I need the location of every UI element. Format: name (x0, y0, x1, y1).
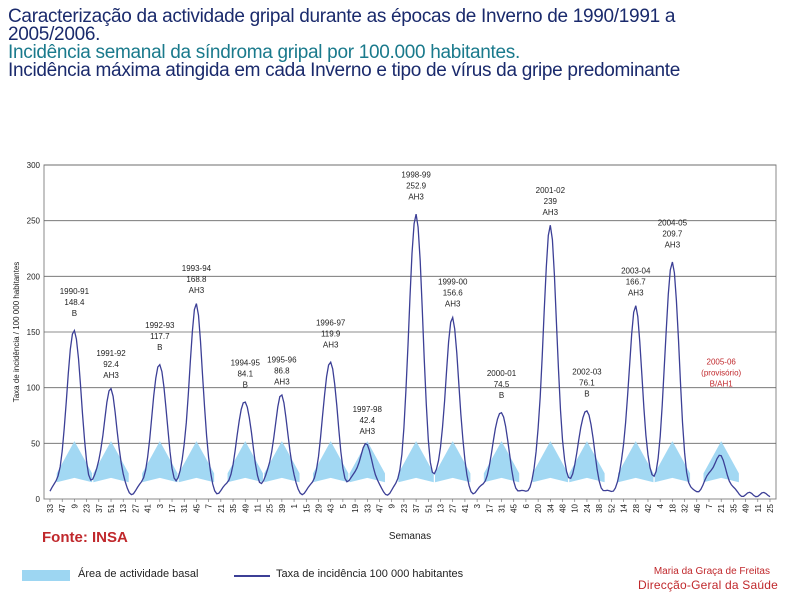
season-label: 1998-99 (401, 170, 431, 180)
season-label: 1993-94 (181, 264, 212, 274)
credit-author: Maria da Graça de Freitas (653, 566, 770, 577)
source-label: Fonte: INSA (42, 529, 128, 546)
season-virus: B (498, 391, 505, 401)
baseline-band (703, 441, 738, 482)
y-tick-label: 200 (26, 272, 40, 282)
x-tick-label: 18 (668, 504, 678, 513)
season-virus: AH3 (542, 207, 559, 217)
season-peak-value: 92.4 (103, 360, 119, 370)
x-tick-label: 48 (558, 504, 568, 513)
x-tick-label: 23 (399, 504, 409, 513)
season-label: 1999-00 (438, 277, 468, 287)
x-tick-label: 20 (534, 504, 544, 513)
y-tick-label: 150 (26, 328, 40, 337)
season-virus: AH3 (664, 240, 681, 250)
season-virus: AH3 (444, 299, 461, 309)
season-virus: B (584, 389, 590, 399)
season-label: 2002-03 (572, 367, 602, 377)
season-label: 2005-06 (706, 357, 736, 367)
x-tick-label: 27 (448, 504, 458, 513)
x-tick-label: 31 (497, 504, 507, 513)
x-tick-label: 41 (460, 504, 470, 513)
x-tick-label: 21 (717, 504, 727, 513)
x-tick-label: 41 (143, 504, 153, 513)
x-tick-label: 14 (619, 504, 629, 513)
season-peak-value: 209.7 (662, 229, 683, 239)
legend-item-line (234, 568, 463, 580)
x-tick-label: 3 (155, 504, 165, 509)
season-peak-value: 119.9 (320, 329, 341, 339)
x-tick-label: 34 (546, 504, 556, 513)
season-virus: B/AH1 (709, 379, 733, 389)
season-peak-value: 166.7 (625, 277, 646, 287)
x-tick-label: 7 (204, 504, 214, 509)
x-tick-label: 7 (704, 504, 714, 509)
x-tick-label: 27 (131, 504, 141, 513)
x-tick-label: 11 (753, 504, 763, 513)
season-virus: B (242, 380, 248, 390)
x-tick-label: 49 (241, 504, 251, 513)
x-axis-label: Semanas (388, 531, 432, 542)
season-label: 1990-91 (59, 286, 90, 296)
season-peak-value: 156.6 (442, 288, 463, 298)
title-block (8, 8, 788, 80)
x-tick-label: 47 (375, 504, 385, 513)
x-tick-label: 28 (631, 504, 641, 513)
x-tick-label: 5 (338, 504, 348, 509)
season-label: 2001-02 (535, 185, 566, 195)
x-tick-label: 49 (741, 504, 751, 513)
season-label: 1994-95 (230, 358, 260, 368)
x-tick-label: 6 (521, 504, 531, 509)
x-tick-label: 17 (485, 504, 495, 513)
season-label: 1992-93 (145, 320, 175, 330)
x-tick-label: 32 (680, 504, 690, 513)
season-peak-value: 84.1 (237, 369, 254, 379)
baseline-band (484, 441, 519, 482)
y-axis-label: Taxa de incidência / 100 000 habitantes (12, 261, 21, 403)
x-tick-label: 11 (253, 504, 263, 513)
x-tick-label: 10 (570, 504, 580, 513)
x-tick-label: 19 (351, 504, 361, 513)
x-tick-label: 51 (107, 504, 117, 513)
title-line-4: Incidência máxima atingida em cada Inverno e tipo de vírus da gripe predominante (8, 60, 681, 81)
y-tick-label: 50 (31, 439, 40, 449)
x-tick-label: 35 (229, 504, 239, 513)
x-tick-label: 21 (216, 504, 226, 513)
baseline-band (569, 441, 604, 482)
y-tick-label: 300 (26, 161, 40, 170)
season-peak-value: 148.4 (64, 297, 85, 307)
season-label: 1997-98 (352, 404, 382, 414)
season-label: 1995-96 (267, 355, 297, 365)
legend-item-area (22, 568, 198, 580)
x-tick-label: 4 (656, 504, 666, 509)
x-tick-label: 33 (363, 504, 373, 513)
x-tick-label: 37 (412, 504, 422, 513)
x-tick-label: 38 (595, 504, 605, 513)
season-virus: AH3 (103, 371, 119, 381)
incidence-chart (0, 150, 800, 550)
credit-org: Direcção-Geral da Saúde (637, 578, 778, 592)
x-tick-label: 31 (180, 504, 190, 513)
season-virus: B (157, 342, 163, 352)
x-tick-label: 1 (290, 504, 300, 509)
x-tick-label: 42 (643, 504, 653, 513)
x-tick-label: 45 (509, 504, 519, 513)
season-virus: B (71, 308, 78, 318)
y-tick-label: 100 (26, 383, 40, 393)
x-tick-label: 37 (94, 504, 104, 513)
season-peak-value: 76.1 (579, 378, 595, 388)
x-tick-label: 9 (70, 504, 80, 509)
season-peak-value: 168.8 (186, 275, 207, 285)
y-tick-label: 0 (35, 495, 40, 504)
y-tick-label: 250 (26, 216, 40, 226)
season-label: 2004-05 (657, 218, 688, 228)
title-line-3: Incidência semanal da síndroma gripal por 100.000 habitantes. (8, 42, 520, 63)
x-tick-label: 52 (607, 504, 617, 513)
x-tick-label: 35 (729, 504, 739, 513)
x-tick-label: 29 (314, 504, 324, 513)
x-tick-label: 17 (168, 504, 178, 513)
season-label: 1996-97 (315, 318, 346, 328)
x-tick-label: 25 (265, 504, 275, 513)
x-tick-label: 39 (277, 504, 287, 513)
season-peak-value: 42.4 (359, 415, 376, 425)
season-peak-value: 117.7 (150, 331, 170, 341)
title-line-1: Caracterização da actividade gripal durante as épocas de Inverno de 1990/1991 a (8, 6, 676, 27)
title-line-2: 2005/2006. (8, 24, 101, 45)
x-tick-label: 13 (119, 504, 129, 513)
x-tick-label: 46 (692, 504, 702, 513)
x-tick-label: 45 (192, 504, 202, 513)
season-note: (provisório) (701, 368, 742, 378)
x-tick-label: 3 (473, 504, 483, 509)
x-tick-label: 24 (582, 504, 592, 513)
legend-label-line: Taxa de incidência 100 000 habitantes (276, 568, 464, 580)
season-virus: AH3 (274, 377, 290, 387)
season-virus: AH3 (322, 340, 339, 350)
season-virus: AH3 (627, 288, 644, 298)
season-peak-value: 252.9 (406, 181, 427, 191)
legend-swatch-area (22, 570, 70, 581)
season-label: 2000-01 (486, 369, 517, 379)
x-tick-label: 25 (766, 504, 775, 513)
legend-swatch-line (234, 575, 270, 577)
x-tick-label: 33 (46, 504, 55, 513)
x-tick-label: 9 (387, 504, 397, 509)
x-tick-label: 43 (326, 504, 336, 513)
season-virus: AH3 (188, 286, 205, 296)
x-tick-label: 23 (82, 504, 92, 513)
legend-label-area: Área de actividade basal (78, 568, 199, 580)
season-peak-value: 86.8 (274, 366, 290, 376)
x-tick-label: 47 (58, 504, 68, 513)
season-label: 2003-04 (621, 266, 651, 276)
season-virus: AH3 (359, 426, 376, 436)
season-peak-value: 239 (543, 196, 558, 206)
x-tick-label: 13 (436, 504, 446, 513)
x-tick-label: 51 (424, 504, 434, 513)
x-tick-label: 15 (302, 504, 312, 513)
baseline-band (350, 441, 385, 482)
season-virus: AH3 (408, 192, 424, 202)
season-peak-value: 74.5 (493, 380, 510, 390)
season-label: 1991-92 (96, 349, 126, 359)
